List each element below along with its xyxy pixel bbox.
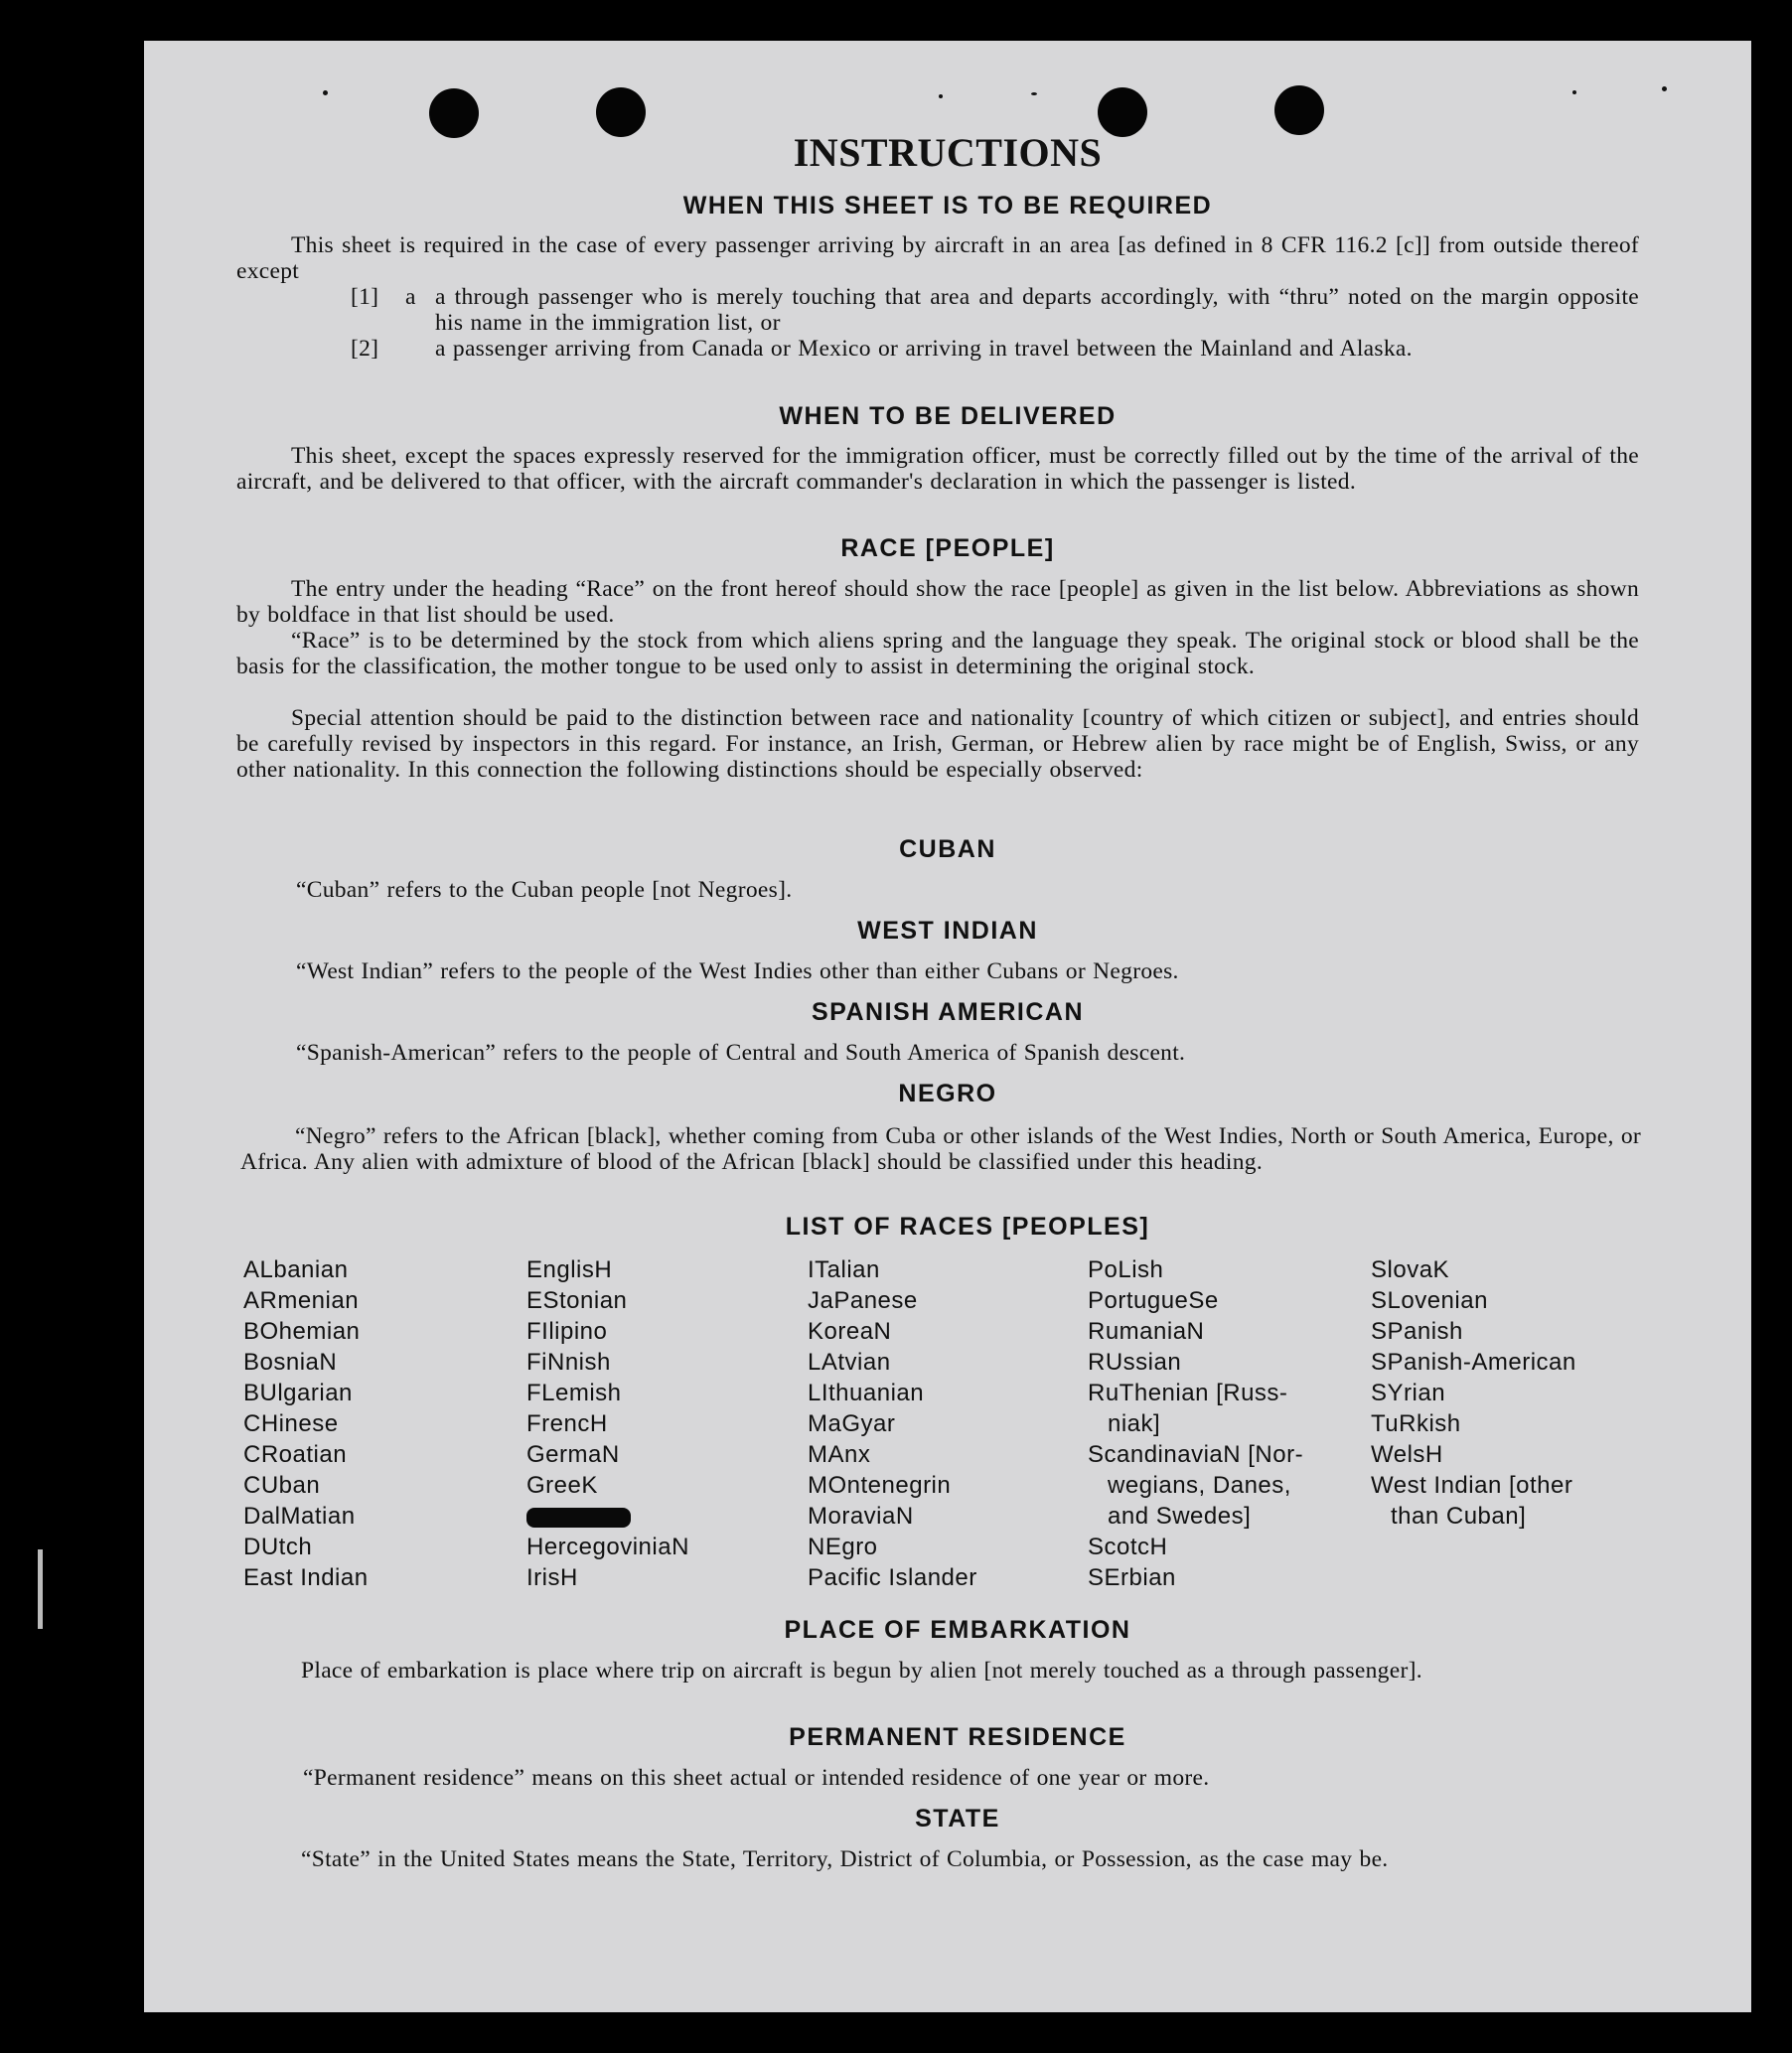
race-paragraph-3: Special attention should be paid to the distinction between race and nationality [country of which citizen or subject], and entries should be carefully revised by inspectors in this regard. For instance, an Irish, German, or Hebrew alien by race might be of English, Swiss, or any other nationality. In this connection the following distinctions should be especially observed: [236, 705, 1639, 783]
race-list-item: West Indian [other [1371, 1472, 1573, 1499]
race-list-item: MoraviaN [808, 1503, 914, 1530]
race-list-item: EStonian [526, 1287, 628, 1314]
race-list-item: ARmenian [243, 1287, 360, 1314]
race-list-item: niak] [1108, 1410, 1161, 1437]
race-list-item: ScandinaviaN [Nor- [1088, 1441, 1304, 1468]
race-list-item: BOhemian [243, 1318, 361, 1345]
race-list-item: EnglisH [526, 1256, 613, 1283]
heading-list-of-races: LIST OF RACES [PEOPLES] [785, 1213, 1150, 1241]
race-list-item: RumaniaN [1088, 1318, 1205, 1345]
race-list-item: GermaN [526, 1441, 620, 1468]
race-list-item: MaGyar [808, 1410, 896, 1437]
required-item2: a passenger arriving from Canada or Mexico or arriving in travel between the Mainland and Alaska. [435, 336, 1413, 362]
race-list-item: SYrian [1371, 1380, 1446, 1406]
race-list-item: CUban [243, 1472, 321, 1499]
race-list-item: TuRkish [1371, 1410, 1461, 1437]
embarkation-text: Place of embarkation is place where trip on aircraft is begun by alien [not merely touched as a through passenger]. [301, 1658, 1422, 1684]
punch-hole [1274, 85, 1324, 135]
race-list-item: SPanish [1371, 1318, 1463, 1345]
race-list-item: FrencH [526, 1410, 608, 1437]
race-list-item: DalMatian [243, 1503, 356, 1530]
races-column-3 [808, 1254, 977, 1593]
race-list-item [526, 1501, 689, 1532]
race-list-item: RUssian [1088, 1349, 1182, 1376]
race-list-item: SErbian [1088, 1564, 1176, 1591]
race-list-item: ALbanian [243, 1256, 349, 1283]
race-list-item: WelsH [1371, 1441, 1443, 1468]
race-list-item: KoreaN [808, 1318, 892, 1345]
race-list-item: SLovenian [1371, 1287, 1488, 1314]
race-list-item: SPanish-American [1371, 1349, 1576, 1376]
heading-residence: PERMANENT RESIDENCE [789, 1723, 1126, 1751]
race-list-item: PortugueSe [1088, 1287, 1219, 1314]
speck [939, 94, 943, 98]
race-list-item: ScotcH [1088, 1534, 1168, 1560]
redaction-mark [526, 1508, 631, 1528]
race-list-item: FiNnish [526, 1349, 611, 1376]
heading-embarkation: PLACE OF EMBARKATION [784, 1616, 1131, 1644]
document-title: INSTRUCTIONS [793, 130, 1103, 175]
race-list-item: ITalian [808, 1256, 880, 1283]
required-item1-a: a [405, 284, 416, 310]
required-item2-num: [2] [351, 336, 379, 362]
speck [1572, 90, 1576, 94]
heading-required: WHEN THIS SHEET IS TO BE REQUIRED [682, 192, 1213, 220]
race-list-item: RuThenian [Russ- [1088, 1380, 1288, 1406]
heading-state: STATE [915, 1805, 1000, 1833]
race-paragraph-2: “Race” is to be determined by the stock from which aliens spring and the language they speak. The original stock or blood shall be the basis for the classification, the mother tongue to be used only to assist in determining the original stock. [236, 628, 1639, 679]
heading-delivered: WHEN TO BE DELIVERED [779, 402, 1117, 430]
race-list-item: IrisH [526, 1564, 578, 1591]
race-list-item: SlovaK [1371, 1256, 1450, 1283]
heading-negro: NEGRO [898, 1080, 997, 1107]
race-list-item: JaPanese [808, 1287, 918, 1314]
race-list-item: BUlgarian [243, 1380, 353, 1406]
required-intro: This sheet is required in the case of every passenger arriving by aircraft in an area [as defined in 8 CFR 116.2 [c]] from outside thereof except [236, 232, 1639, 284]
heading-spanish-american: SPANISH AMERICAN [811, 998, 1084, 1026]
spanish-american-text: “Spanish-American” refers to the people of Central and South America of Spanish descent. [296, 1040, 1186, 1066]
race-list-item: HercegoviniaN [526, 1534, 689, 1560]
negro-text: “Negro” refers to the African [black], whether coming from Cuba or other islands of the West Indies, North or South America, Europe, or Africa. Any alien with admixture of blood of the African [black] should be classified under this heading. [240, 1123, 1641, 1175]
races-column-2 [526, 1254, 689, 1593]
race-list-item: MOntenegrin [808, 1472, 952, 1499]
required-item1: a through passenger who is merely touching that area and departs accordingly, with “thru” noted on the margin opposite his name in the immigration list, or [435, 284, 1639, 336]
state-text: “State” in the United States means the State, Territory, District of Columbia, or Possession, as the case may be. [301, 1846, 1389, 1872]
race-list-item: East Indian [243, 1564, 369, 1591]
required-item1-num: [1] [351, 284, 379, 310]
race-list-item: Pacific Islander [808, 1564, 977, 1591]
race-list-item: wegians, Danes, [1108, 1472, 1291, 1499]
race-list-item: LIthuanian [808, 1380, 925, 1406]
speck [1031, 92, 1037, 95]
races-column-1 [243, 1254, 369, 1593]
race-list-item: FLemish [526, 1380, 622, 1406]
races-column-5 [1371, 1254, 1576, 1532]
race-list-item: FIlipino [526, 1318, 608, 1345]
race-list-item: DUtch [243, 1534, 313, 1560]
race-list-item: LAtvian [808, 1349, 891, 1376]
document-sheet [144, 41, 1751, 2012]
speck [1662, 86, 1667, 91]
race-list-item: GreeK [526, 1472, 598, 1499]
west-indian-text: “West Indian” refers to the people of the West Indies other than either Cubans or Negroes. [296, 958, 1179, 984]
race-list-item: NEgro [808, 1534, 878, 1560]
race-list-item: CHinese [243, 1410, 339, 1437]
races-column-4 [1088, 1254, 1303, 1593]
heading-west-indian: WEST INDIAN [857, 917, 1038, 945]
heading-cuban: CUBAN [899, 835, 996, 863]
race-list-item: MAnx [808, 1441, 871, 1468]
race-list-item: and Swedes] [1108, 1503, 1252, 1530]
race-list-item: BosniaN [243, 1349, 338, 1376]
delivered-text: This sheet, except the spaces expressly reserved for the immigration officer, must be correctly filled out by the time of the arrival of the aircraft, and be delivered to that officer, with the aircraft commander's declaration in which the passenger is listed. [236, 443, 1639, 495]
race-paragraph-1: The entry under the heading “Race” on the front hereof should show the race [people] as given in the list below. Abbreviations as shown by boldface in that list should be used. [236, 576, 1639, 628]
heading-race: RACE [PEOPLE] [840, 534, 1055, 562]
speck [323, 90, 328, 95]
race-list-item: PoLish [1088, 1256, 1164, 1283]
film-edge-mark [38, 1549, 43, 1629]
residence-text: “Permanent residence” means on this sheet actual or intended residence of one year or more. [303, 1765, 1210, 1791]
cuban-text: “Cuban” refers to the Cuban people [not Negroes]. [296, 877, 793, 903]
race-list-item: than Cuban] [1391, 1503, 1527, 1530]
race-list-item: CRoatian [243, 1441, 348, 1468]
